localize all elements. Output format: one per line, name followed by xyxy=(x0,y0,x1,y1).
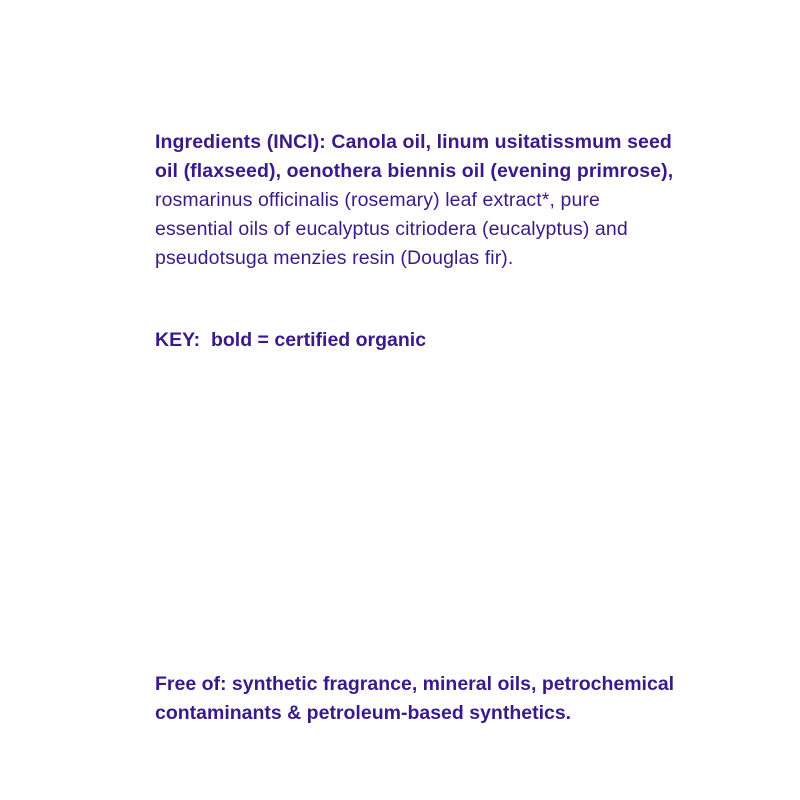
key-legend-text: KEY: bold = certified organic xyxy=(155,329,427,351)
free-of-statement: Free of: synthetic fragrance, mineral oils, petrochemical contaminants & petroleum-based synthetics. xyxy=(155,673,675,724)
ingredients-other-list: rosmarinus officinalis (rosemary) leaf extract*, pure essential oils of eucalyptus citriodera (eucalyptus) and pseudotsuga menzies resin (Douglas fir). xyxy=(155,189,628,269)
ingredients-label: Ingredients (INCI): xyxy=(155,131,332,153)
key-legend xyxy=(155,326,426,355)
ingredients-paragraph xyxy=(155,128,675,273)
ingredients-organic-list: Canola oil, linum usitatissmum seed oil (flaxseed), oenothera biennis oil (evening primrose), xyxy=(155,131,674,182)
